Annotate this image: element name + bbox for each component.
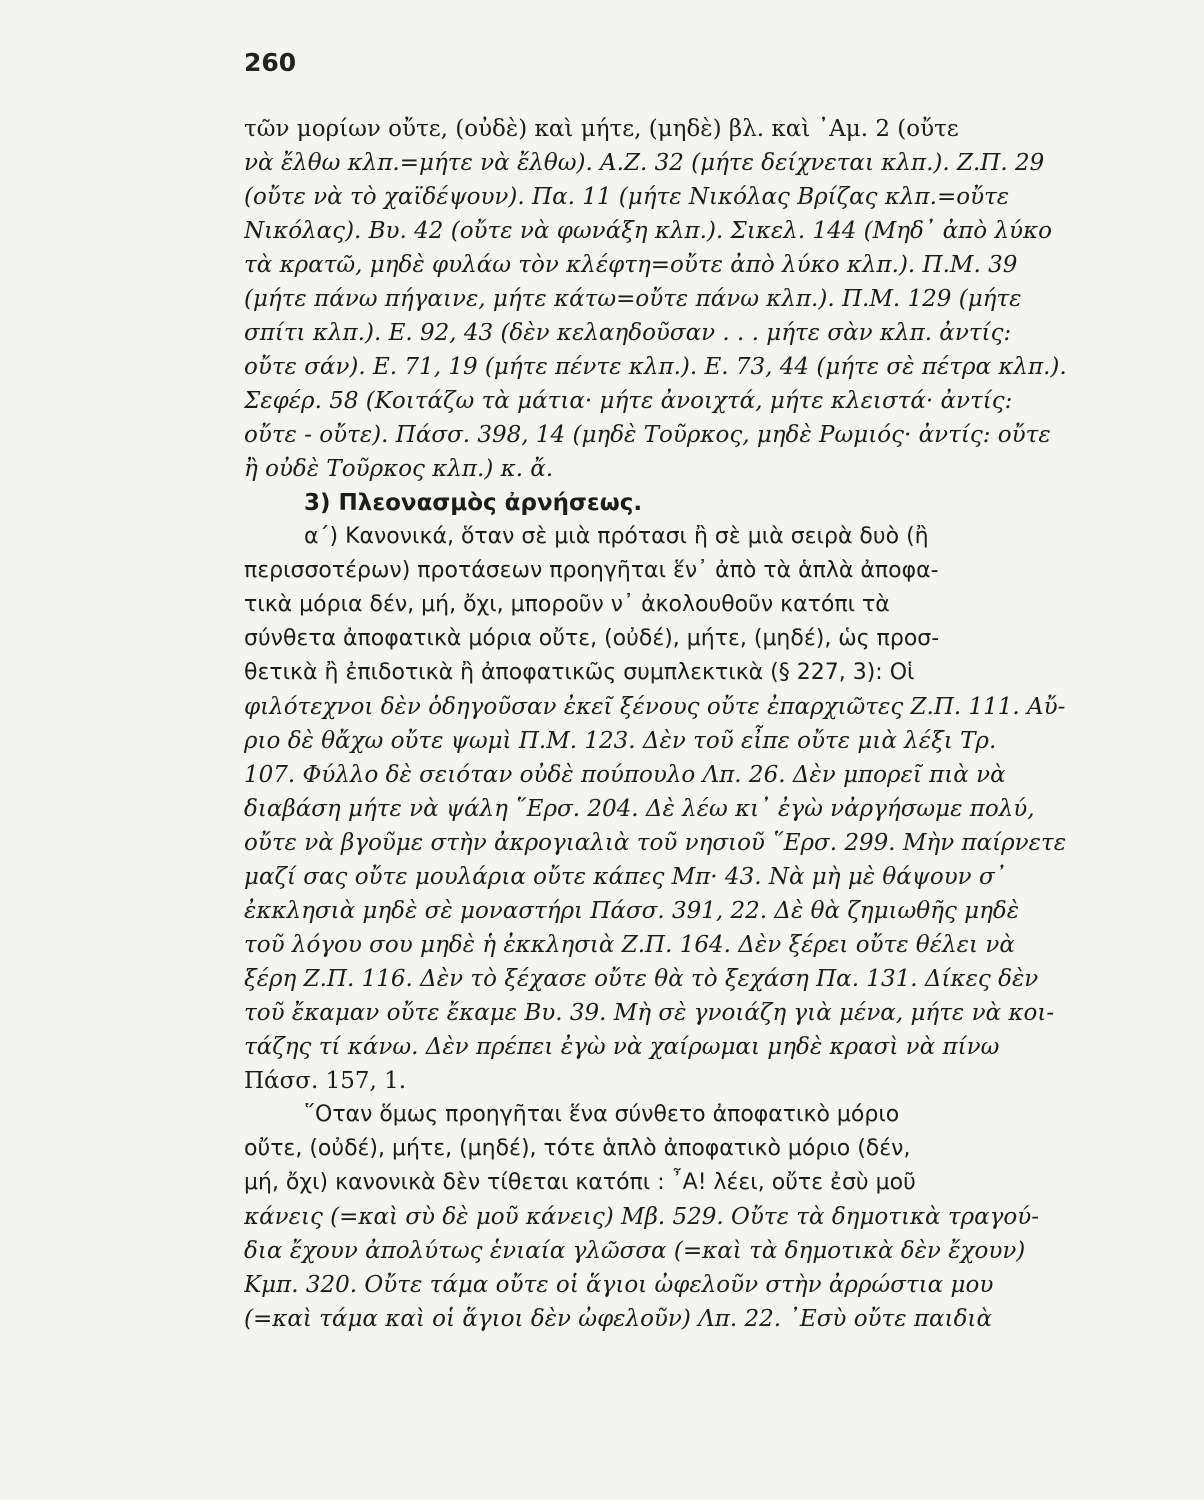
body-text bbox=[244, 112, 1099, 1336]
text-line: τοῦ ἔκαμαν οὔτε ἔκαμε Βυ. 39. Μὴ σὲ γνοιάζη γιὰ μένα, μήτε νὰ κοι- bbox=[244, 1000, 1055, 1026]
section-heading: 3) Πλεονασμὸς ἀρνήσεως. bbox=[304, 490, 643, 516]
text-line: ἐκκλησιὰ μηδὲ σὲ μοναστήρι Πάσσ. 391, 22. Δὲ θὰ ζημιωθῆς μηδὲ bbox=[244, 898, 1020, 924]
text-line: σπίτι κλπ.). Ε. 92, 43 (δὲν κελαηδοῦσαν . . . μήτε σὰν κλπ. ἀντίς: bbox=[244, 320, 1012, 346]
text-line: 107. Φύλλο δὲ σειόταν οὐδὲ πούπουλο Λπ. 26. Δὲν μπορεῖ πιὰ νὰ bbox=[244, 762, 1006, 788]
text-line: Νικόλας). Βυ. 42 (οὔτε νὰ φωνάξη κλπ.). Σικελ. 144 (Μηδ᾿ ἀπὸ λύκο bbox=[244, 218, 1052, 244]
text-line: θετικὰ ἢ ἐπιδοτικὰ ἢ ἀποφατικῶς συμπλεκτικὰ (§ 227, 3): Οἱ bbox=[244, 660, 915, 685]
text-line: τάζης τί κάνω. Δὲν πρέπει ἐγὼ νὰ χαίρωμαι μηδὲ κρασὶ νὰ πίνω bbox=[244, 1034, 1000, 1060]
text-line: οὔτε σάν). Ε. 71, 19 (μήτε πέντε κλπ.). Ε. 73, 44 (μήτε σὲ πέτρα κλπ.). bbox=[244, 354, 1067, 380]
text-line: α΄) Κανονικά, ὅταν σὲ μιὰ πρότασι ἢ σὲ μιὰ σειρὰ δυὸ (ἢ bbox=[304, 524, 929, 549]
text-line: ἢ οὐδὲ Τοῦρκος κλπ.) κ. ἄ. bbox=[244, 456, 554, 482]
text-line: σύνθετα ἀποφατικὰ μόρια οὔτε, (οὐδέ), μήτε, (μηδέ), ὡς προσ- bbox=[244, 626, 940, 651]
text-line: φιλότεχνοι δὲν ὁδηγοῦσαν ἐκεῖ ξένους οὔτε ἐπαρχιῶτες Ζ.Π. 111. Αὔ- bbox=[244, 694, 1066, 720]
text-line: τῶν μορίων οὔτε, (οὐδὲ) καὶ μήτε, (μηδὲ) βλ. καὶ ᾿Αμ. 2 (οὔτε bbox=[244, 116, 959, 142]
text-line: μαζί σας οὔτε μουλάρια οὔτε κάπες Μπ· 43. Νὰ μὴ μὲ θάψουν σ᾿ bbox=[244, 864, 1007, 890]
text-line: κάνεις (=καὶ σὺ δὲ μοῦ κάνεις) Μβ. 529. Οὔτε τὰ δημοτικὰ τραγού- bbox=[244, 1204, 1040, 1230]
text-line: (μήτε πάνω πήγαινε, μήτε κάτω=οὔτε πάνω κλπ.). Π.Μ. 129 (μήτε bbox=[244, 286, 1022, 312]
text-line: οὔτε, (οὐδέ), μήτε, (μηδέ), τότε ἁπλὸ ἀποφατικὸ μόριο (δέν, bbox=[244, 1136, 911, 1161]
text-line: μή, ὄχι) κανονικὰ δὲν τίθεται κατόπι : ῏Α! λέει, οὔτε ἐσὺ μοῦ bbox=[244, 1170, 916, 1195]
text-line: τοῦ λόγου σου μηδὲ ἡ ἐκκλησιὰ Ζ.Π. 164. Δὲν ξέρει οὔτε θέλει νὰ bbox=[244, 932, 1015, 958]
text-line: (=καὶ τάμα καὶ οἱ ἅγιοι δὲν ὠφελοῦν) Λπ. 22. ᾿Εσὺ οὔτε παιδιὰ bbox=[244, 1306, 992, 1332]
text-line: οὔτε νὰ βγοῦμε στὴν ἀκρογιαλιὰ τοῦ νησιοῦ ῞Ερσ. 299. Μὴν παίρνετε bbox=[244, 830, 1067, 856]
text-line: Πάσσ. 157, 1. bbox=[244, 1068, 407, 1094]
page-number: 260 bbox=[244, 48, 297, 77]
text-line: τικὰ μόρια δέν, μή, ὄχι, μποροῦν ν᾿ ἀκολουθοῦν κατόπι τὰ bbox=[244, 592, 890, 617]
text-line: τὰ κρατῶ, μηδὲ φυλάω τὸν κλέφτη=οὔτε ἀπὸ λύκο κλπ.). Π.Μ. 39 bbox=[244, 252, 1018, 278]
text-line: Κμπ. 320. Οὔτε τάμα οὔτε οἱ ἅγιοι ὠφελοῦν στὴν ἀρρώστια μου bbox=[244, 1272, 994, 1298]
text-line: οὔτε - οὔτε). Πάσσ. 398, 14 (μηδὲ Τοῦρκος, μηδὲ Ρωμιός· ἀντίς: οὔτε bbox=[244, 422, 1051, 448]
text-line: ριο δὲ θἄχω οὔτε ψωμὶ Π.Μ. 123. Δὲν τοῦ εἶπε οὔτε μιὰ λέξι Τρ. bbox=[244, 728, 997, 754]
text-line: διαβάση μήτε νὰ ψάλη ῞Ερσ. 204. Δὲ λέω κι᾿ ἐγὼ νἀργήσωμε πολύ, bbox=[244, 796, 1035, 822]
text-line: περισσοτέρων) προτάσεων προηγῆται ἕν᾿ ἀπὸ τὰ ἁπλὰ ἀποφα- bbox=[244, 558, 939, 583]
text-line: ξέρη Ζ.Π. 116. Δὲν τὸ ξέχασε οὔτε θὰ τὸ ξεχάση Πα. 131. Δίκες δὲν bbox=[244, 966, 1039, 992]
text-line: νὰ ἔλθω κλπ.=μήτε νὰ ἔλθω). Α.Ζ. 32 (μήτε δείχνεται κλπ.). Ζ.Π. 29 bbox=[244, 150, 1045, 176]
text-line: ῞Οταν ὅμως προηγῆται ἕνα σύνθετο ἀποφατικὸ μόριο bbox=[304, 1102, 900, 1127]
text-line: (οὔτε νὰ τὸ χαϊδέψουν). Πα. 11 (μήτε Νικόλας Βρίζας κλπ.=οὔτε bbox=[244, 184, 1010, 210]
text-line: Σεφέρ. 58 (Κοιτάζω τὰ μάτια· μήτε ἀνοιχτά, μήτε κλειστά· ἀντίς: bbox=[244, 388, 1013, 414]
text-line: δια ἔχουν ἀπολύτως ἑνιαία γλῶσσα (=καὶ τὰ δημοτικὰ δὲν ἔχουν) bbox=[244, 1238, 1026, 1264]
